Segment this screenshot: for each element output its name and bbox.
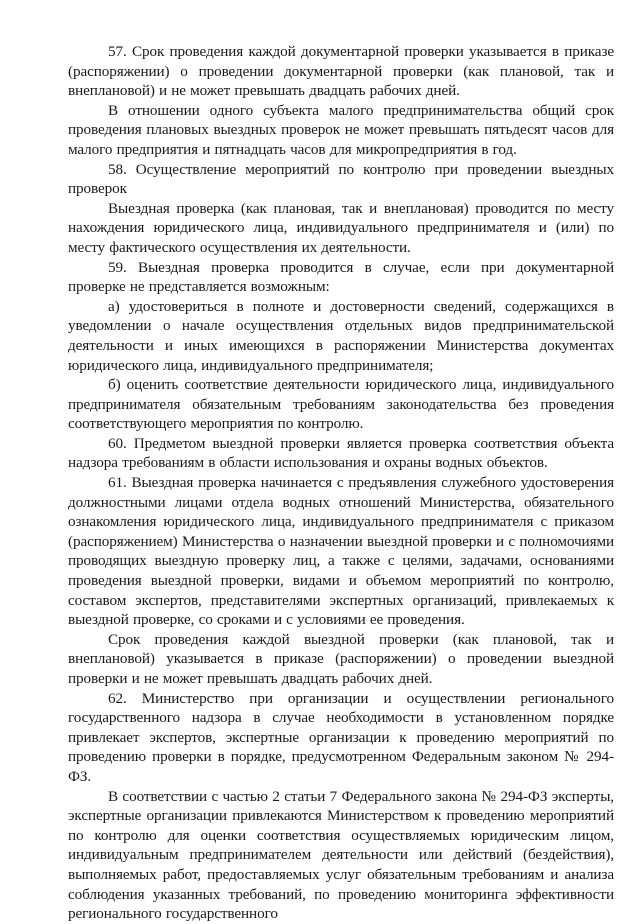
paragraph-59-b: б) оценить соответствие деятельности юридического лица, индивидуального предпринимателя обязательным требованиям законодательства без проведения соответствующего мероприятия по контролю. — [68, 376, 614, 433]
paragraph-60: 60. Предметом выездной проверки является проверка соответствия объекта надзора требованиям в области использования и охраны водных объектов. — [68, 434, 614, 472]
paragraph-59-a: а) удостовериться в полноте и достоверности сведений, содержащихся в уведомлении о начале осуществления отдельных видов предпринимательской деятельности и иных имеющихся в распоряжении Министерства документах юридического лица, индивидуального предпринимателя; — [68, 297, 614, 374]
paragraph-61: 61. Выездная проверка начинается с предъявления служебного удостоверения должностными лицами отдела водных отношений Министерства, обязательного ознакомления юридического лица, индивидуального предпринимателя с приказом (распоряжением) Министерства о назначении выездной проверки и с полномочиями проводящих выездную проверку лиц, а также с целями, задачами, основаниями проведения выездной проверки, видами и объемом мероприятий по контролю, составом экспертов, представителями экспертных организаций, привлекаемых к выездной проверке, со сроками и с условиями ее проведения. — [68, 474, 614, 629]
paragraph-onsite-location: Выездная проверка (как плановая, так и внеплановая) проводится по месту нахождения юридического лица, индивидуального предпринимателя и (или) по месту фактического осуществления их деятельности. — [68, 199, 614, 256]
paragraph-small-business-limit: В отношении одного субъекта малого предпринимательства общий срок проведения плановых выездных проверок не может превышать пятьдесят часов для малого предприятия и пятнадцать часов для микропредприятия в год. — [68, 101, 614, 158]
paragraph-59: 59. Выездная проверка проводится в случае, если при документарной проверке не представляется возможным: — [68, 258, 614, 296]
paragraph-58: 58. Осуществление мероприятий по контролю при проведении выездных проверок — [68, 160, 614, 198]
paragraph-57: 57. Срок проведения каждой документарной проверки указывается в приказе (распоряжении) о проведении документарной проверки (как плановой, так и внеплановой) и не может превышать двадцать рабочих дней. — [68, 43, 614, 100]
paragraph-62: 62. Министерство при организации и осуществлении регионального государственного надзора в случае необходимости в установленном порядке привлекает экспертов, экспертные организации к проведению мероприятий по проведению проверки в порядке, предусмотренном Федеральным законом № 294-ФЗ. — [68, 689, 614, 785]
paragraph-experts: В соответствии с частью 2 статьи 7 Федерального закона № 294-ФЗ эксперты, экспертные организации привлекаются Министерством к проведению мероприятий по контролю для оценки соответствия осуществляемых юридическим лицом, индивидуальным предпринимателем деятельности или действий (бездействия), выполняемых работ, предоставляемых услуг обязательным требованиям и анализа соблюдения указанных требований, по проведению мониторинга эффективности регионального государственного — [68, 787, 614, 923]
paragraph-onsite-term: Срок проведения каждой выездной проверки (как плановой, так и внеплановой) указывается в приказе (распоряжении) о проведении выездной проверки и не может превышать двадцать рабочих дней. — [68, 630, 614, 687]
